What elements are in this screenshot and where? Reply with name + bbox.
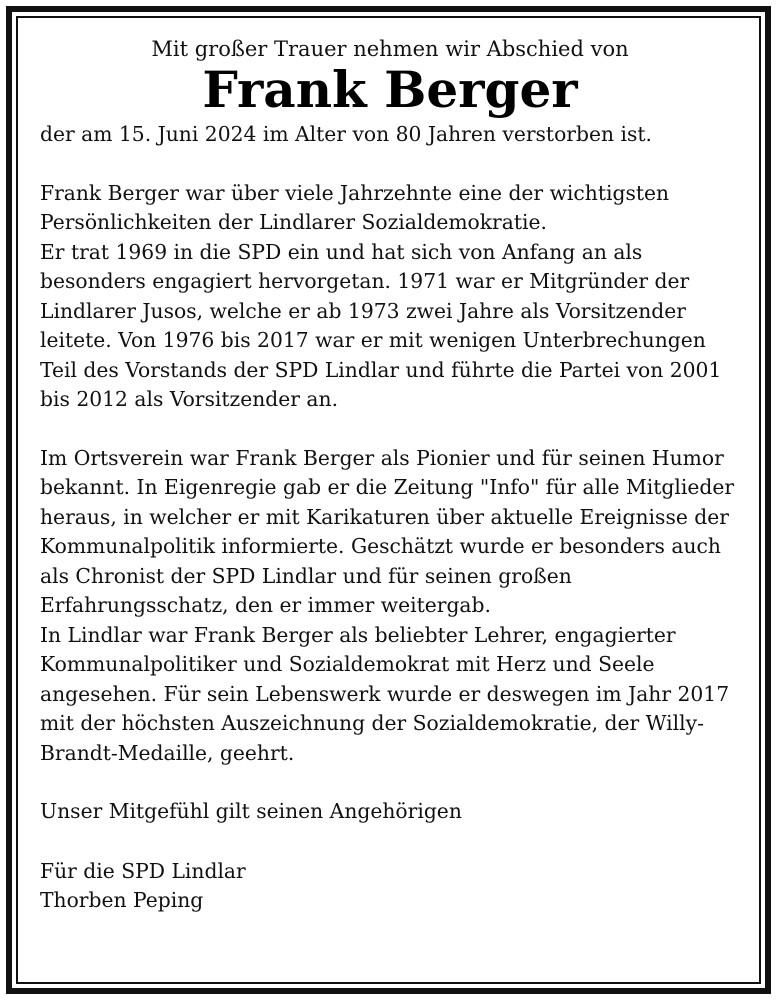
paragraph-line: Brandt-Medaille, geehrt. [40,740,295,765]
spacer [40,415,740,444]
paragraph-line: mit der höchsten Auszeichnung der Sozialdemokratie, der Willy- [40,711,704,735]
spacer [40,150,740,179]
signature-person: Thorben Peping [40,888,204,912]
paragraph-line: In Lindlar war Frank Berger als beliebter Lehrer, engagierter [40,622,676,647]
paragraph-line: bis 2012 als Vorsitzender an. [40,387,339,411]
obituary-notice [40,34,740,916]
paragraph-line: Erfahrungsschatz, den er immer weitergab. [40,593,491,617]
spacer [40,827,740,857]
paragraph-line: Im Ortsverein war Frank Berger als Pionier und für seinen Humor [40,445,724,470]
paragraph-line: Frank Berger war über viele Jahrzehnte eine der wichtigsten [40,180,670,205]
paragraph-line: Teil des Vorstands der SPD Lindlar und führte die Partei von 2001 [40,357,722,382]
biography-paragraph-1 [40,179,740,415]
paragraph-line: besonders engagiert hervorgetan. 1971 war er Mitgründer der [40,269,690,293]
signature-organization: Für die SPD Lindlar [40,858,246,883]
paragraph-line: Lindlarer Jusos, welche er ab 1973 zwei Jahre als Vorsitzender [40,298,686,323]
paragraph-line: heraus, in welcher er mit Karikaturen über aktuelle Ereignisse der [40,504,729,529]
paragraph-line: bekannt. In Eigenregie gab er die Zeitung "Info" für alle Mitglieder [40,475,735,499]
condolence-line: Unser Mitgefühl gilt seinen Angehörigen [40,799,462,823]
paragraph-line: leitete. Von 1976 bis 2017 war er mit wenigen Unterbrechungen [40,328,706,352]
paragraph-line: Kommunalpolitik informierte. Geschätzt wurde er besonders auch [40,534,721,558]
death-date-line: der am 15. Juni 2024 im Alter von 80 Jahren verstorben ist. [40,122,652,146]
paragraph-line: Er trat 1969 in die SPD ein und hat sich von Anfang an als [40,239,643,264]
paragraph-line: als Chronist der SPD Lindlar und für seinen großen [40,563,572,588]
intro-text: Mit großer Trauer nehmen wir Abschied von [151,37,629,61]
paragraph-line: Persönlichkeiten der Lindlarer Sozialdemokratie. [40,210,547,234]
paragraph-line: Kommunalpolitiker und Sozialdemokrat mit Herz und Seele [40,652,655,676]
paragraph-line: angesehen. Für sein Lebenswerk wurde er deswegen im Jahr 2017 [40,681,730,706]
signature-block [40,857,740,916]
spacer [40,768,740,797]
biography-paragraph-2 [40,444,740,769]
deceased-name: Frank Berger [202,60,578,119]
